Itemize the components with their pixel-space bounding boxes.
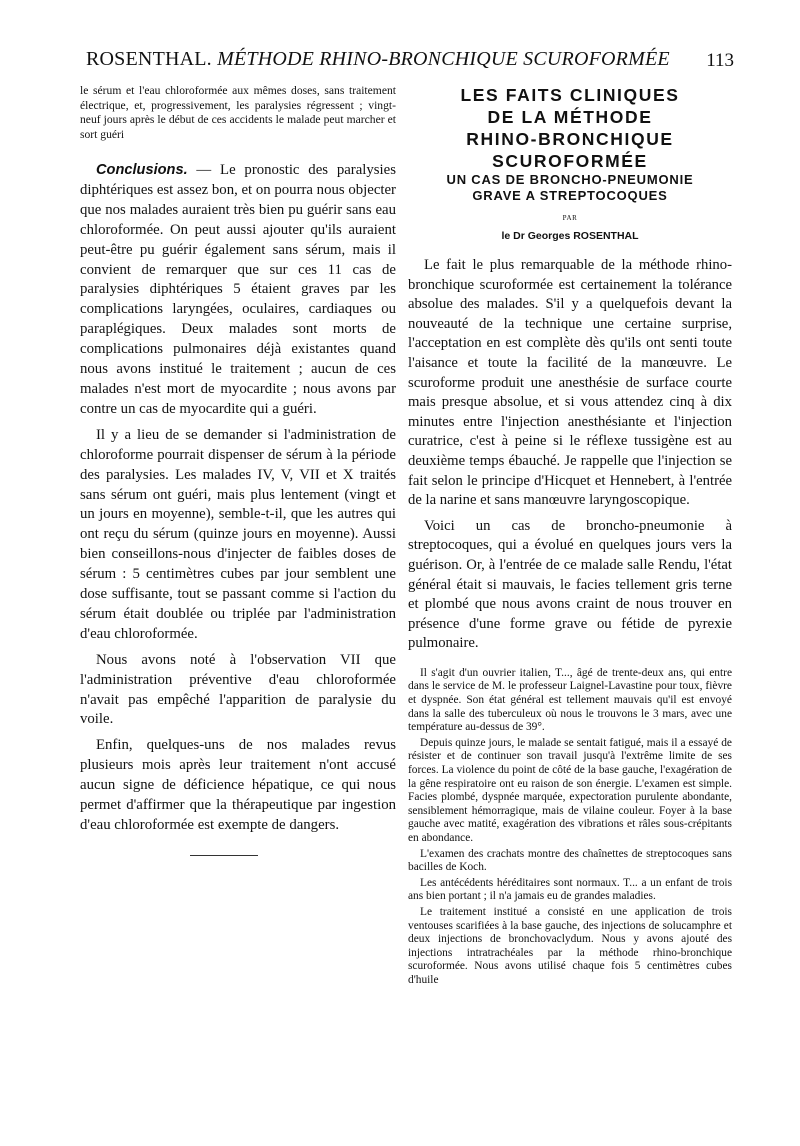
byline-author: le Dr Georges ROSENTHAL: [501, 230, 639, 242]
left-paragraph-4: Enfin, quelques-uns de nos malades revus plusieurs mois après leur traitement n'ont accusé aucun signe de déficience hépatique, ce qui nous permet d'affirmer que la thérapeutique par ingestion d'eau chloroformée est exempte de dangers.: [80, 737, 396, 833]
left-paragraph-3: Nous avons noté à l'observation VII que l'administration préventive d'eau chloroformée n'avait pas empêché l'apparition de paralysie du voile.: [80, 651, 396, 728]
article-title-line: RHINO-BRONCHIQUE: [466, 129, 674, 149]
right-column: [408, 84, 732, 988]
case-paragraph: L'examen des crachats montre des chaînettes de streptocoques sans bacilles de Koch.: [408, 847, 732, 874]
article-subtitle-line: UN CAS DE BRONCHO-PNEUMONIE: [446, 172, 694, 187]
case-paragraph: Depuis quinze jours, le malade se sentait fatigué, mais il a essayé de résister et de continuer son travail jusqu'à l'extrême limite de ses forces. La violence du point de côté de la base gauche, l'exagération de la gêne respiratoire ont eu raison de son énergie. L'examen est simple. Facies plombé, dyspnée marquée, expectoration purulente abondante, sensiblement hémorragique, mais de vilaine couleur. Foyer à la base gauche avec matité, exagération des vibrations et râles sous-crépitants en abondance.: [408, 736, 732, 844]
conclusions-paragraph: [80, 161, 396, 420]
left-column: [80, 84, 396, 836]
header-author: ROSENTHAL.: [86, 48, 212, 70]
case-paragraph: Les antécédents héréditaires sont normaux. T... a un enfant de trois ans bien portant ; il n'a jamais eu de grandes maladies.: [408, 876, 732, 903]
case-report: [408, 667, 732, 988]
conclusions-text: — Le pronostic des paralysies diphtériques est assez bon, et on pourra nous objecter que nos malades auraient très bien pu guérir sans eau chloroformée. On peut aussi ajouter qu'ils auraient peut-être pu guérir également sans sérum, mais il convient de remarquer que sur ces 11 cas de paralysies diphtériques 5 étaient graves par les complications laryngées, oculaires, cardiaques ou paraplégiques. Deux malades sont morts de complications pulmonaires déjà existantes quand nous avons institué le traitement ; aucun de ces malades n'est mort de myocardite ; nous avons par contre un cas de myocardite qui a guéri.: [80, 162, 396, 417]
right-paragraph-1: Le fait le plus remarquable de la méthode rhino-bronchique scuroformée est certainement la tolérance absolue des malades. S'il y a quelquefois devant la nouveauté de la technique une certaine surprise, l'acceptation en est complète dès qu'ils ont senti toute l'aisance et toute la facilité de la manœuvre. Le scuroforme produit une anesthésie de surface courte mais presque absolue, et si vous attendez cinq à dix minutes entre l'injection anesthésiante et l'injection curatrice, c'est à peine si le réflexe tussigène est au deuxième temps ébauché. Je rappelle que l'injection se fait selon le principe d'Hicquet et Hennebert, à l'entrée de la narine et sans manœuvre laryngoscopique.: [408, 257, 732, 509]
header-subtitle: MÉTHODE RHINO-BRONCHIQUE SCUROFORMÉE: [217, 48, 670, 70]
left-paragraph-2: Il y a lieu de se demander si l'administration de chloroforme pourrait dispenser de sérum à la période des paralysies. Les malades IV, V, VII et X traités sans sérum ont guéri, mais plus lentement (vingt et un jours en moyenne), semble-t-il, que les autres qui ont reçu du sérum (quinze jours en moyenne). Aussi bien conseillons-nous d'injecter de faibles doses de sérum : 5 centimètres cubes par jour semblent une dose suffisante, tout se passant comme si l'action du sérum était doublée ou triplée par l'administration d'eau chloroformée.: [80, 426, 396, 642]
conclusions-label: Conclusions.: [96, 162, 188, 178]
article-title-line: DE LA MÉTHODE: [487, 107, 653, 127]
page-number: 113: [706, 50, 734, 71]
end-rule: [190, 855, 258, 856]
article-title-line: LES FAITS CLINIQUES: [460, 85, 680, 105]
left-intro-paragraph: le sérum et l'eau chloroformée aux mêmes doses, sans traitement électrique, et, progressivement, les paralysies régressent ; vingt-neuf jours après le début de ces accidents le malade peut marcher et sort guéri: [80, 84, 396, 141]
article-title: [408, 84, 732, 204]
running-header: [86, 48, 734, 78]
byline-par: PAR: [562, 214, 578, 222]
header-title: [86, 48, 670, 71]
right-paragraph-2: Voici un cas de broncho-pneumonie à streptocoques, qui a évolué en quelques jours vers la guérison. Or, à l'entrée de ce malade salle Rendu, l'état général était si mauvais, le facies tellement gris terne et plombé que nous avons craint de nous trouver en présence d'une forme grave ou fétide de pyrexie pulmonaire.: [408, 517, 732, 652]
case-paragraph: Il s'agit d'un ouvrier italien, T..., âgé de trente-deux ans, qui entre dans le service de M. le professeur Laignel-Lavastine pour toux, fièvre et dyspnée. Son état général est tellement mauvais qu'il est envoyé dans la salle des tuberculeux où nous le trouvons le 3 mars, avec une température au-dessus de 39°.: [408, 666, 732, 734]
article-title-line: SCUROFORMÉE: [492, 151, 648, 171]
case-paragraph: Le traitement institué a consisté en une application de trois ventouses scarifiées à la base gauche, des injections de solucamphre et deux injections de bronchovaclydum. Nous y avons ajouté des injections intratrachéales par la méthode rhino-bronchique scuroformée. Nous avons utilisé chaque fois 5 centimètres cubes d'huile: [408, 905, 732, 986]
article-subtitle-line: GRAVE A STREPTOCOQUES: [472, 188, 668, 203]
